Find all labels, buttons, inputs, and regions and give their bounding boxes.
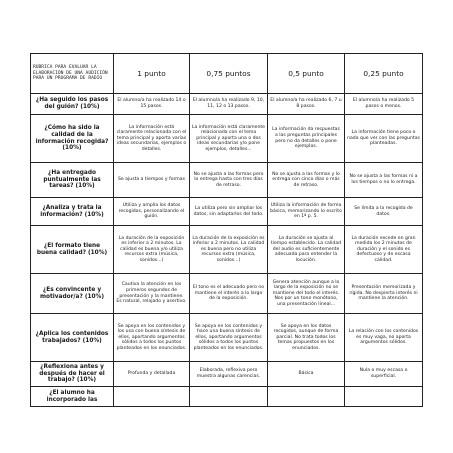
criterion-cell: ¿El formato tiene buena calidad? (10%) — [31, 226, 114, 274]
level-cell: Utiliza la información de forma básica, memorizando lo escrito en 1ª p. 5. — [268, 198, 345, 226]
table-row — [31, 387, 423, 407]
table-row — [31, 314, 423, 362]
rubric-title: RÚBRICA PARA EVALUAR LA ELABORACIÓN DE UNA AUDICIÓN PARA UN PROGRAMA DE RADIO — [31, 54, 114, 94]
level-cell: La información tiene poco o nada que ver con las preguntas planteadas. — [345, 115, 423, 163]
criterion-cell: ¿Analiza y trata la información? (10%) — [31, 198, 114, 226]
level-cell: El alumno/a ha realizado 14 o 15 pasos. — [114, 94, 190, 115]
level-cell: Profunda y detallada — [114, 362, 190, 387]
level-cell: La información está claramente relacionada con el tema principal y aporta varias ideas secundarias, ejemplos o detalles. — [114, 115, 190, 163]
level-cell: No se ajusta a las formas y lo entrega con cinco días o más de retraso. — [268, 163, 345, 198]
criterion-cell: ¿Cómo ha sido la calidad de la información recogida? (10%) — [31, 115, 114, 163]
criterion-cell: ¿Aplica los contenidos trabajados? (10%) — [31, 314, 114, 362]
level-header-1: 1 punto — [114, 54, 190, 94]
level-cell: Se apoya en los contenidos y los usa con buena síntesis de ellos, aportando argumentos sólidos a todos los puntos planteados en los enunciados. — [114, 314, 190, 362]
level-cell: Utiliza y amplía los datos recogidos, personalizando el guión. — [114, 198, 190, 226]
level-cell: Elaborada, reflexiva pero muestra algunas carencias. — [190, 362, 268, 387]
table-row — [31, 362, 423, 387]
table-row — [31, 94, 423, 115]
level-cell: Se apoya en los datos recogidos, aunque de forma parcial. No trata todos los temas propuestos en los enunciados. — [268, 314, 345, 362]
level-cell — [268, 387, 345, 407]
level-cell: Cautiva la atención en los primeros segundos de presentación y la mantiene. Es natural, relajado y asertivo. — [114, 274, 190, 314]
level-cell: El tono es el adecuado pero no mantiene el interés a lo largo de la exposición. — [190, 274, 268, 314]
level-cell: La duración se ajusta al tiempo establecido. La calidad del audio es suficientemente adecuada para entender la locución. — [268, 226, 345, 274]
table-row — [31, 115, 423, 163]
rubric-sheet — [30, 53, 423, 407]
level-cell: La información da respuestas a las preguntas principales pero no da detalles o pone ejemplos. — [268, 115, 345, 163]
level-cell: No se ajusta a las formas ni a los tiempos o no lo entrega. — [345, 163, 423, 198]
level-cell: El alumno/a ha realizado 6, 7 u 8 pasos. — [268, 94, 345, 115]
level-cell: El alumno/a ha realizado 9, 10, 11, 12 o 13 pasos. — [190, 94, 268, 115]
criterion-cell: ¿Ha seguido los pasos del guión? (10%) — [31, 94, 114, 115]
level-cell — [114, 387, 190, 407]
level-cell: La duración de la exposición es inferior a 2 minutos. La calidad es buena pero no utiliza recursos extra (música, sonidos...) — [190, 226, 268, 274]
level-cell: Genera atención aunque a lo largo de la exposición no se mantiene del todo el interés. Nos por un tono monótono, una presentación lineal... — [268, 274, 345, 314]
criterion-cell: ¿Reflexiona antes y después de hacer el trabajo? (10%) — [31, 362, 114, 387]
criterion-cell: ¿El alumno ha incorporado las — [31, 387, 114, 407]
table-row — [31, 198, 423, 226]
level-cell: Se limita a la recogida de datos. — [345, 198, 423, 226]
table-row — [31, 163, 423, 198]
level-cell — [190, 387, 268, 407]
level-cell: No se ajusta a las formas pero lo entrega hasta con tres días de retraso. — [190, 163, 268, 198]
level-header-4: 0,25 punto — [345, 54, 423, 94]
level-header-3: 0,5 punto — [268, 54, 345, 94]
criterion-cell: ¿Ha entregado puntualmente las tareas? (10%) — [31, 163, 114, 198]
level-header-2: 0,75 puntos — [190, 54, 268, 94]
level-cell: La información está claramente relacionada con el tema principal y aporta una o dos ideas secundarias y/o pone ejemplos, detalles... — [190, 115, 268, 163]
level-cell: El alumno/a ha realizado 5 pasos o menos. — [345, 94, 423, 115]
level-cell: Básica — [268, 362, 345, 387]
level-cell: La duración de la exposición es inferior a 2 minutos. La calidad es buena y/o utiliza recursos extra (música, sonidos...) — [114, 226, 190, 274]
level-cell: La relación con los contenidos es muy vaga, no aporta argumentos sólidos. — [345, 314, 423, 362]
header-row — [31, 54, 423, 94]
level-cell: Se apoya en los contenidos y hace una buena síntesis de ellos, aportando argumentos sólidos a todos los puntos planteados en los enunciados. — [190, 314, 268, 362]
table-row — [31, 274, 423, 314]
level-cell: La utiliza pero sin ampliar los datos, sin adaptarlos del todo. — [190, 198, 268, 226]
level-cell: Nula o muy escasa o superficial. — [345, 362, 423, 387]
rubric-table — [30, 53, 423, 407]
level-cell: La duración excede en gran medida los 2 minutos de duración y el sonido es defectuoso y de escasa calidad. — [345, 226, 423, 274]
level-cell — [345, 387, 423, 407]
table-row — [31, 226, 423, 274]
criterion-cell: ¿Es convincente y motivador/a? (10%) — [31, 274, 114, 314]
level-cell: Presentación memorizada y rígida. No despierta interés ni mantiene la atención. — [345, 274, 423, 314]
level-cell: Se ajusta a tiempos y formas — [114, 163, 190, 198]
